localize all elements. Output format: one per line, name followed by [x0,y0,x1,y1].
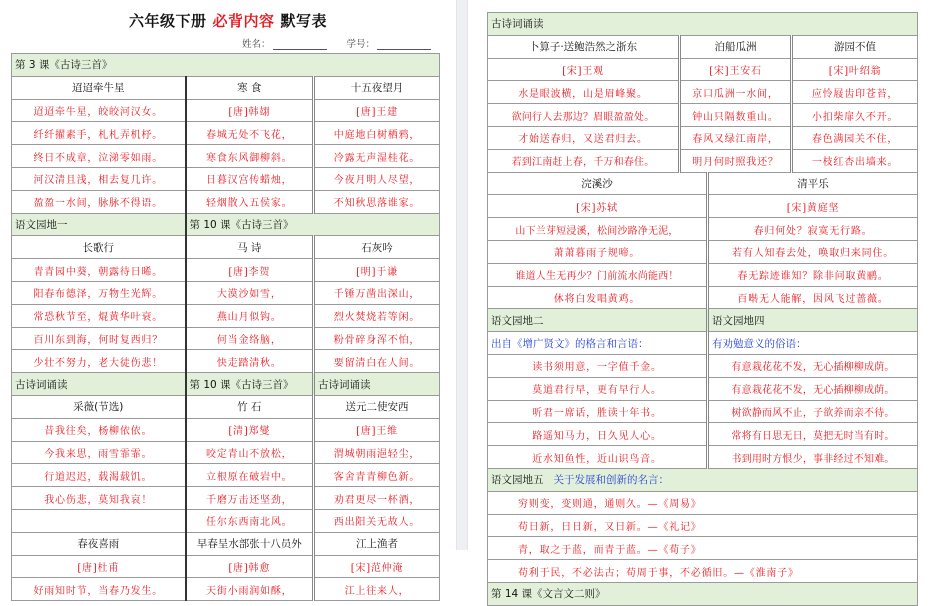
section-label: 语文园地四 [708,309,918,332]
proverb-line: 树欲静而风不止，子欲养而亲不待。 [708,400,918,423]
poem-title: 浣溪沙 [488,172,708,195]
table-row [12,281,440,304]
poem-author: [明]于谦 [314,259,440,282]
table-row [12,122,440,145]
poem-line: 春无踪迹谁知？除非问取黄鹂。 [708,263,918,286]
section-subtitle: 关于发展和创新的名言： [553,474,669,487]
page-left [0,0,456,597]
table-row [12,578,440,601]
table-row [12,350,440,373]
poem-line: 纤纤擢素手，札札弄机杼。 [12,122,186,145]
poem-line: 行道迟迟，载渴载饥。 [12,464,186,487]
table-row [488,104,918,127]
table-row [12,509,440,532]
poem-line: 任尔东西南北风。 [186,509,314,532]
poem-title: 江上渔者 [314,532,440,555]
poem-line: 欲问行人去那边？眉眼盈盈处。 [488,104,680,127]
poem-line: 应怜屐齿印苍苔， [792,81,918,104]
section-label: 语文园地二 [488,309,708,332]
poem-line: 今我来思，雨雪霏霏。 [12,441,186,464]
poem-author: [唐]韩翃 [186,99,314,122]
poem-line: 粉骨碎身浑不怕， [314,327,440,350]
poem-line: 京口瓜洲一水间， [680,81,792,104]
quote-line: 青，取之于蓝，而青于蓝。—《荀子》 [488,537,918,560]
section-label: 第 3 课《古诗三首》 [12,54,440,77]
quote-line: 苟利于民，不必法古；苟周于事，不必循旧。—《淮南子》 [488,560,918,583]
poem-author: [宋]王安石 [680,58,792,81]
table-row [488,58,918,81]
table-row [12,259,440,282]
poem-line: 阳春布德泽，万物生光辉。 [12,281,186,304]
poem-title: 石灰吟 [314,236,440,259]
poem-line: 天街小雨润如酥， [186,578,314,601]
poem-line: 休将白发唱黄鸡。 [488,286,708,309]
proverb-line: 近水知鱼性，近山识鸟音。 [488,446,708,469]
poem-line: 钟山只隔数重山。 [680,104,792,127]
poem-title: 竹 石 [186,395,314,418]
proverb-line: 路遥知马力，日久见人心。 [488,423,708,446]
poem-title: 寒 食 [186,76,314,99]
poem-line: 盈盈一水间，脉脉不得语。 [12,190,186,213]
title-suffix: 默写表 [280,12,328,30]
page-gutter [456,0,468,550]
table-row [488,286,918,309]
quote-line: 穷则变，变则通，通则久。—《周易》 [488,491,918,514]
poem-line: 西出阳关无故人。 [314,509,440,532]
table-row [12,487,440,510]
poem-line: 河汉清且浅，相去复几许。 [12,167,186,190]
table-row [12,441,440,464]
proverb-line: 读书须用意，一字值千金。 [488,354,708,377]
table-row [12,418,440,441]
poem-author: [唐]杜甫 [12,555,186,578]
section-label: 语文园地一 [12,213,186,236]
poem-line: 江上往来人， [314,578,440,601]
proverb-line: 书到用时方恨少，事非经过不知难。 [708,446,918,469]
table-row [488,377,918,400]
poem-line: 春归何处？寂寞无行路。 [708,218,918,241]
poem-line: 好雨知时节，当春乃发生。 [12,578,186,601]
poem-line: 烈火焚烧若等闲。 [314,304,440,327]
poem-title: 游园不值 [792,35,918,58]
poem-line: 若到江南赶上春，千万和春住。 [488,149,680,172]
poem-line: 终日不成章，泣涕零如雨。 [12,145,186,168]
poem-line: 昔我往矣，杨柳依依。 [12,418,186,441]
table-row [12,327,440,350]
poem-line: 何当金络脑， [186,327,314,350]
poem-line: 大漠沙如雪， [186,281,314,304]
poem-line: 不知秋思落谁家。 [314,190,440,213]
table-row [12,464,440,487]
poem-title: 送元二使安西 [314,395,440,418]
poem-line [12,509,186,532]
table-row [488,81,918,104]
table-row [488,560,918,583]
poem-author: [唐]韩愈 [186,555,314,578]
poem-line: 劝君更尽一杯酒， [314,487,440,510]
quote-line: 苟日新，日日新，又日新。—《礼记》 [488,514,918,537]
section-label: 古诗词诵读 [12,373,186,396]
poem-title: 春夜喜雨 [12,532,186,555]
table-row [488,195,918,218]
poem-line: 常恐秋节至，焜黄华叶衰。 [12,304,186,327]
poem-line: 日暮汉宫传蜡烛， [186,167,314,190]
section-label: 第 10 课《古诗三首》 [186,373,314,396]
poem-line: 水是眼波横，山是眉峰聚。 [488,81,680,104]
poem-line: 才始送春归，又送君归去。 [488,126,680,149]
table-row [12,304,440,327]
poem-title: 清平乐 [708,172,918,195]
table-row [488,263,918,286]
poem-line: 少壮不努力，老大徒伤悲！ [12,350,186,373]
poem-title: 采薇(节选) [12,395,186,418]
poem-title: 卜算子·送鲍浩然之浙东 [488,35,680,58]
poem-line: 寒食东风御柳斜。 [186,145,314,168]
poem-author: [宋]苏轼 [488,195,708,218]
proverb-line: 有意栽花花不发，无心插柳柳成荫。 [708,354,918,377]
name-field[interactable] [273,40,327,50]
table-row [488,240,918,263]
table-row [488,218,918,241]
table-row [488,126,918,149]
table-row [488,400,918,423]
proverb-line: 听君一席话，胜读十年书。 [488,400,708,423]
poem-author: [清]郑燮 [186,418,314,441]
section-label: 古诗词诵读 [488,13,918,36]
poem-line: 我心伤悲，莫知我哀！ [12,487,186,510]
id-label: 学号： [346,39,376,50]
table-row [12,555,440,578]
poem-line: 若有人知春去处，唤取归来同住。 [708,240,918,263]
poem-title: 泊船瓜洲 [680,35,792,58]
name-id-bar [242,36,451,50]
poem-line: 谁道人生无再少？门前流水尚能西！ [488,263,708,286]
title-prefix: 六年级下册 [128,12,207,30]
poem-line: 春城无处不飞花， [186,122,314,145]
poem-line: 中庭地白树栖鸦， [314,122,440,145]
poem-line: 春色满园关不住， [792,126,918,149]
poem-title: 早春呈水部张十八员外 [186,532,314,555]
poem-line: 明月何时照我还？ [680,149,792,172]
poem-author: [唐]王维 [314,418,440,441]
table-row [488,149,918,172]
poem-author: [宋]叶绍翁 [792,58,918,81]
poem-line: 快走踏清秋。 [186,350,314,373]
proverb-line: 莫道君行早，更有早行人。 [488,377,708,400]
recitation-table-right [487,12,918,606]
section-label-text: 语文园地五 [491,474,544,487]
id-field[interactable] [377,40,431,50]
table-row [488,423,918,446]
section-subtitle: 有劝勉意义的俗语： [708,332,918,355]
poem-title: 迢迢牵牛星 [12,76,186,99]
poem-line: 冷露无声湿桂花。 [314,145,440,168]
title-highlight: 必背内容 [212,12,275,30]
poem-line: 渭城朝雨浥轻尘， [314,441,440,464]
poem-line: 小扣柴扉久不开。 [792,104,918,127]
table-row [488,446,918,469]
table-row [12,190,440,213]
poem-line: 千锤万凿出深山， [314,281,440,304]
section-label: 第 14 课《文言文二则》 [488,582,918,605]
poem-author: [唐]王建 [314,99,440,122]
table-row [488,514,918,537]
poem-line: 轻烟散入五侯家。 [186,190,314,213]
table-row [488,537,918,560]
poem-title: 长歌行 [12,236,186,259]
poem-author: [唐]李贺 [186,259,314,282]
name-label: 姓名： [242,39,271,50]
poem-author: [宋]王观 [488,58,680,81]
section-label [488,468,918,491]
table-row [12,145,440,168]
poem-author: [宋]黄庭坚 [708,195,918,218]
poem-title: 马 诗 [186,236,314,259]
poem-line: 客舍青青柳色新。 [314,464,440,487]
recitation-table-left [11,53,440,601]
proverb-line: 常将有日思无日，莫把无时当有时。 [708,423,918,446]
poem-line: 春风又绿江南岸， [680,126,792,149]
poem-line: 燕山月似钩。 [186,304,314,327]
poem-line: 咬定青山不放松， [186,441,314,464]
poem-line: 千磨万击还坚劲， [186,487,314,510]
poem-line: 山下兰芽短浸溪，松间沙路净无泥， [488,218,708,241]
poem-line: 一枝红杏出墙来。 [792,149,918,172]
page-title [0,10,456,31]
poem-line: 青青园中葵，朝露待日晞。 [12,259,186,282]
poem-author: [宋]范仲淹 [314,555,440,578]
table-row [12,167,440,190]
poem-line: 百川东到海，何时复西归？ [12,327,186,350]
poem-line: 萧萧暮雨子规啼。 [488,240,708,263]
section-label: 第 10 课《古诗三首》 [186,213,440,236]
poem-line: 要留清白在人间。 [314,350,440,373]
table-row [488,354,918,377]
poem-line: 迢迢牵牛星，皎皎河汉女。 [12,99,186,122]
poem-title: 十五夜望月 [314,76,440,99]
table-row [488,491,918,514]
table-row [12,99,440,122]
section-label: 古诗词诵读 [314,373,440,396]
proverb-line: 有意栽花花不发，无心插柳柳成荫。 [708,377,918,400]
section-subtitle: 出自《增广贤文》的格言和言语： [488,332,708,355]
poem-line: 百啭无人能解，因风飞过蔷薇。 [708,286,918,309]
poem-line: 立根原在破岩中。 [186,464,314,487]
poem-line: 今夜月明人尽望， [314,167,440,190]
